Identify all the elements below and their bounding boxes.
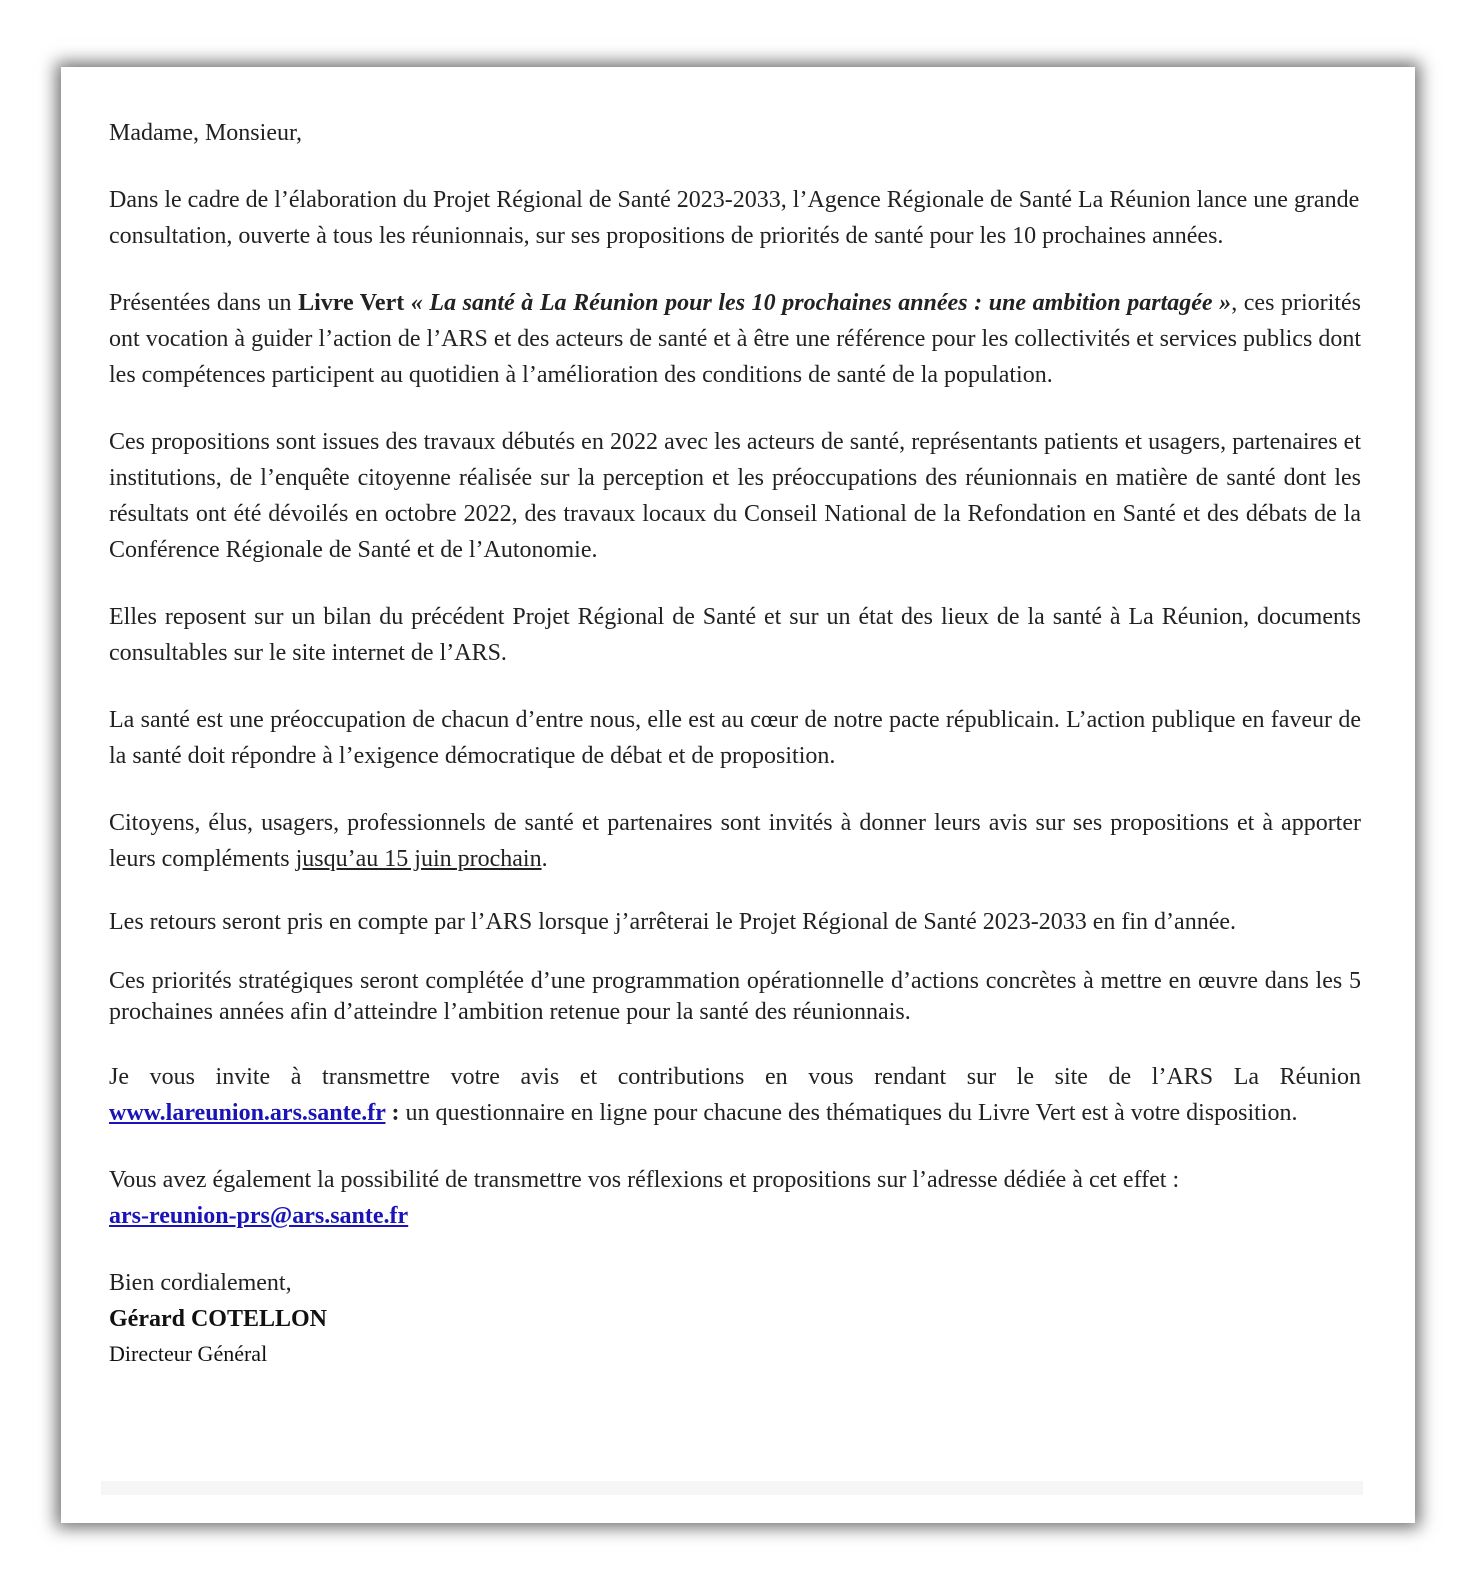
invitation-text: Citoyens, élus, usagers, professionnels de santé et partenaires sont invités à donner leurs avis sur ses propositions et à apporter leurs compléments: [109, 810, 1361, 872]
paragraph-programmation: Ces priorités stratégiques seront complétée d’une programmation opérationnelle d’actions concrètes à mettre en œuvre dans les 5 prochaines années afin d’atteindre l’ambition retenue pour la santé des réunionnais.: [109, 968, 1361, 1025]
deadline: jusqu’au 15 juin prochain: [295, 846, 542, 872]
livre-vert-title: « La santé à La Réunion pour les 10 prochaines années : une ambition partagée »: [404, 290, 1232, 316]
paragraph-consultation: Dans le cadre de l’élaboration du Projet Régional de Santé 2023-2033, l’Agence Régionale de Santé La Réunion lance une grande consultation, ouverte à tous les réunionnais, sur ses propositions de priorités de santé pour les 10 prochaines années.: [109, 187, 1360, 249]
paragraph-bilan: Elles reposent sur un bilan du précédent Projet Régional de Santé et sur un état des lieux de la santé à La Réunion, documents consultables sur le site internet de l’ARS.: [109, 604, 1361, 666]
email-intro: Vous avez également la possibilité de transmettre vos réflexions et propositions sur l’adresse dédiée à cet effet :: [109, 1167, 1180, 1193]
paragraph-travaux: Ces propositions sont issues des travaux débutés en 2022 avec les acteurs de santé, représentants patients et usagers, partenaires et institutions, de l’enquête citoyenne réalisée sur la perception et les préoccupations des réunionnais en matière de santé dont les résultats ont été dévoilés en octobre 2022, des travaux locaux du Conseil National de la Refondation en Santé et des débats de la Conférence Régionale de Santé et de l’Autonomie.: [109, 429, 1361, 563]
salutation: Madame, Monsieur,: [109, 120, 302, 146]
site-intro: Je vous invite à transmettre votre avis et contributions en vous rendant sur le site de l’ARS La Réunion: [109, 1064, 1361, 1090]
letter-body: [109, 115, 1361, 1371]
paragraph-pacte: La santé est une préoccupation de chacun d’entre nous, elle est au cœur de notre pacte républicain. L’action publique en faveur de la santé doit répondre à l’exigence démocratique de débat et de proposition.: [109, 707, 1361, 769]
closing: Bien cordialement,: [109, 1270, 292, 1296]
invitation-end: .: [541, 846, 548, 872]
email-link[interactable]: ars-reunion-prs@ars.sante.fr: [109, 1203, 409, 1229]
site-colon: :: [385, 1100, 400, 1126]
paragraph-retours: Les retours seront pris en compte par l’ARS lorsque j’arrêterai le Projet Régional de Santé 2023-2033 en fin d’année.: [109, 909, 1236, 935]
footer-strip: [101, 1481, 1363, 1495]
paragraph-invitation: [109, 805, 1361, 877]
signature-title: Directeur Général: [109, 1341, 268, 1366]
paragraph-livre-vert: [109, 285, 1361, 393]
signature-name: Gérard COTELLON: [109, 1306, 328, 1332]
letter-page: [61, 67, 1415, 1523]
livre-vert-intro: Présentées dans un: [109, 290, 299, 316]
site-description: un questionnaire en ligne pour chacune des thématiques du Livre Vert est à votre disposition.: [399, 1100, 1298, 1126]
website-link[interactable]: www.lareunion.ars.sante.fr: [109, 1100, 386, 1126]
paragraph-site: [109, 1059, 1361, 1131]
paragraph-email: [109, 1162, 1361, 1234]
livre-vert-description: , ces priorités ont vocation à guider l’action de l’ARS et des acteurs de santé et à être une référence pour les collectivités et services publics dont les compétences participent au quotidien à l’amélioration des conditions de santé de la population.: [109, 290, 1362, 388]
livre-vert-label: Livre Vert: [298, 290, 405, 316]
